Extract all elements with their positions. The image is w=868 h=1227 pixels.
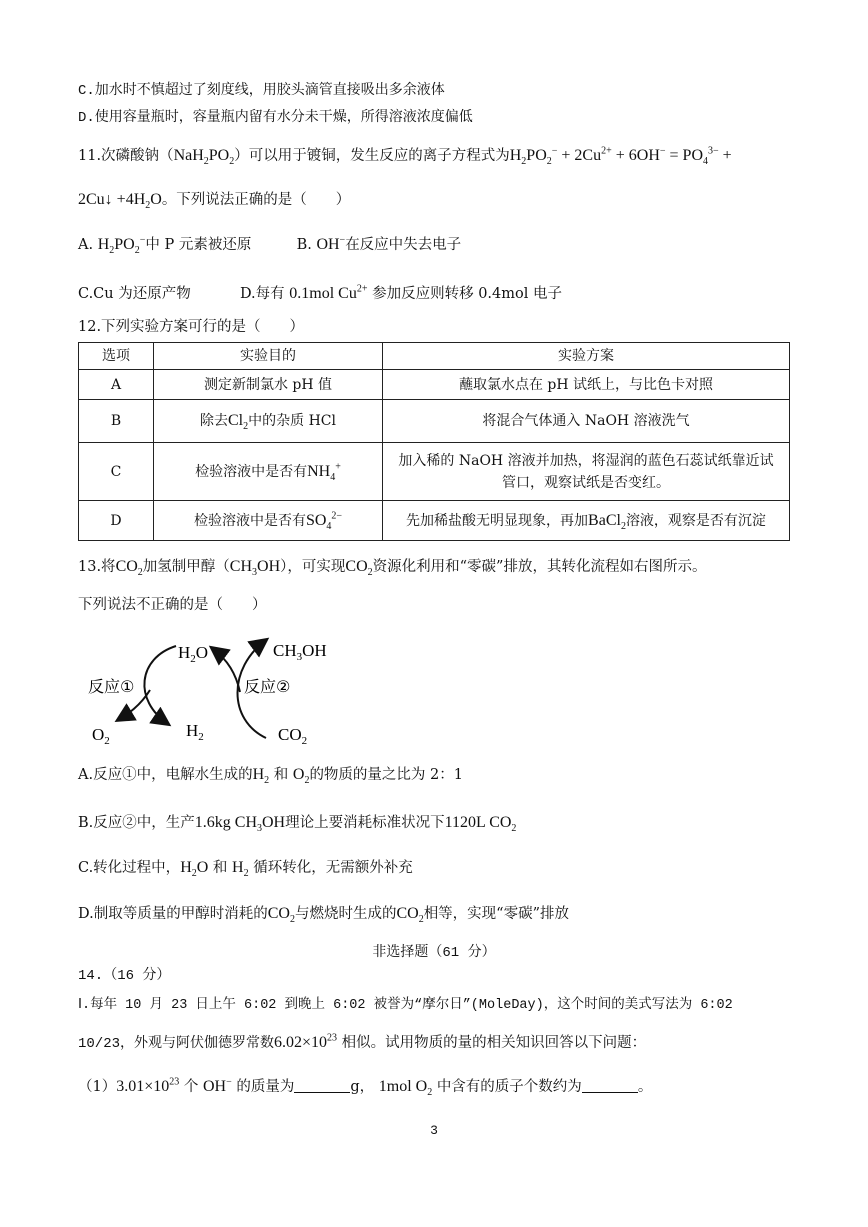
table-row: D 检验溶液中是否有$SO_4^{2-}$ 先加稀盐酸无明显现象，再加BaCl$_2$溶液，观察是否有沉淀	[79, 501, 790, 541]
q11-options-ab	[78, 234, 461, 256]
page-number: 3	[430, 1123, 438, 1138]
conversion-cycle-diagram	[78, 628, 378, 758]
label-ch3oh: $CH_3OH$	[273, 641, 327, 663]
q10-option-d: D.使用容量瓶时，容量瓶内留有水分未干燥，所得溶液浓度偏低	[78, 110, 473, 126]
q11-stem-line1: 11.次磷酸钠$(NaH_2PO_2)$可以用于镀铜，发生反应的离子方程式为$H_2PO_2^- + 2Cu^{2+} + 6OH^- = PO_4^{3-}$ +	[78, 145, 732, 168]
table-row: C 检验溶液中是否有$NH_4^+$ 加入稀的 NaOH 溶液并加热，将湿润的蓝色石蕊试纸靠近试 管口，观察试纸是否变红。	[79, 443, 790, 501]
q11-option-d: D.每有 0.1mol $Cu^{2+}$ 参加反应则转移 0.4mol 电子	[239, 283, 562, 302]
table-header-row	[79, 343, 790, 370]
header-option: 选项	[79, 343, 154, 370]
q12-options-table	[78, 342, 790, 541]
q13-option-c: C.转化过程中，$H_2O$ 和 $H_2$ 循环转化，无需额外补充	[78, 859, 413, 880]
label-h2o: $H_2O$	[178, 643, 209, 665]
section-title: 非选择题（61 分）	[372, 945, 496, 961]
table-row: B 除去$Cl_2$中的杂质 HCl 将混合气体通入 NaOH 溶液洗气	[79, 400, 790, 443]
q12-stem: 12.下列实验方案可行的是（ ）	[78, 319, 305, 335]
table-row: A 测定新制氯水 pH 值 蘸取氯水点在 pH 试纸上，与比色卡对照	[79, 370, 790, 400]
label-o2: $O_2$	[92, 725, 110, 747]
label-co2: $CO_2$	[278, 725, 308, 747]
q13-option-b: B.反应②中，生产1.6kg $CH_3OH$理论上要消耗标准状况下1120L $CO_2$	[78, 814, 517, 835]
q11-option-c: C.Cu 为还原产物	[78, 286, 191, 302]
q13-option-a: A.反应①中，电解水生成的$H_2$ 和 $O_2$的物质的量之比为 2：1	[78, 766, 463, 787]
q13-option-d: D.制取等质量的甲醇时消耗的$CO_2$与燃烧时生成的$CO_2$相等，实现“零碳”排放	[78, 905, 570, 926]
q10-option-c: C.加水时不慎超过了刻度线，用胶头滴管直接吸出多余液体	[78, 83, 445, 99]
label-h2: $H_2$	[186, 721, 204, 743]
q11-stem-line2: 2Cu↓ $+4H_2O$。下列说法正确的是（ ）	[78, 191, 351, 212]
label-reaction1: 反应①	[88, 677, 135, 696]
header-plan: 实验方案	[383, 343, 790, 370]
q13-stem-line1: 13.将$CO_2$加氢制甲醇$(CH_3OH)$，可实现$CO_2$资源化利用和“零碳”排放，其转化流程如右图所示。	[78, 558, 707, 579]
answer-blank-mass[interactable]	[294, 1078, 350, 1093]
q11-option-a: A. $H_2PO_2^-$中 P 元素被还原	[78, 234, 252, 257]
q14-question-1: $(1)3.01\times 10^{23}$ 个 OH− 的质量为 g， 1mol $O_2$ 中含有的质子个数约为 。	[78, 1076, 653, 1099]
header-goal: 实验目的	[154, 343, 383, 370]
answer-blank-protons[interactable]	[582, 1078, 638, 1093]
q14-heading: 14.（16 分）	[78, 968, 171, 984]
q13-stem-line2: 下列说法不正确的是（ ）	[78, 597, 267, 613]
q11-options-cd	[78, 283, 562, 305]
q14-paragraph-line1: Ⅰ.每年 10 月 23 日上午 6:02 到晚上 6:02 被誉为“摩尔日”(MoleDay)，这个时间的美式写法为 6:02	[78, 998, 733, 1013]
reaction1-arrow	[144, 646, 176, 724]
q14-paragraph-line2: 10/23，外观与阿伏伽德罗常数$6.02\times 10^{23}$ 相似。试用物质的量的相关知识回答以下问题：	[78, 1032, 647, 1052]
q11-option-b: B. OH−在反应中失去电子	[296, 234, 462, 253]
h2o-return-arrow	[212, 648, 240, 692]
label-reaction2: 反应②	[244, 677, 291, 696]
